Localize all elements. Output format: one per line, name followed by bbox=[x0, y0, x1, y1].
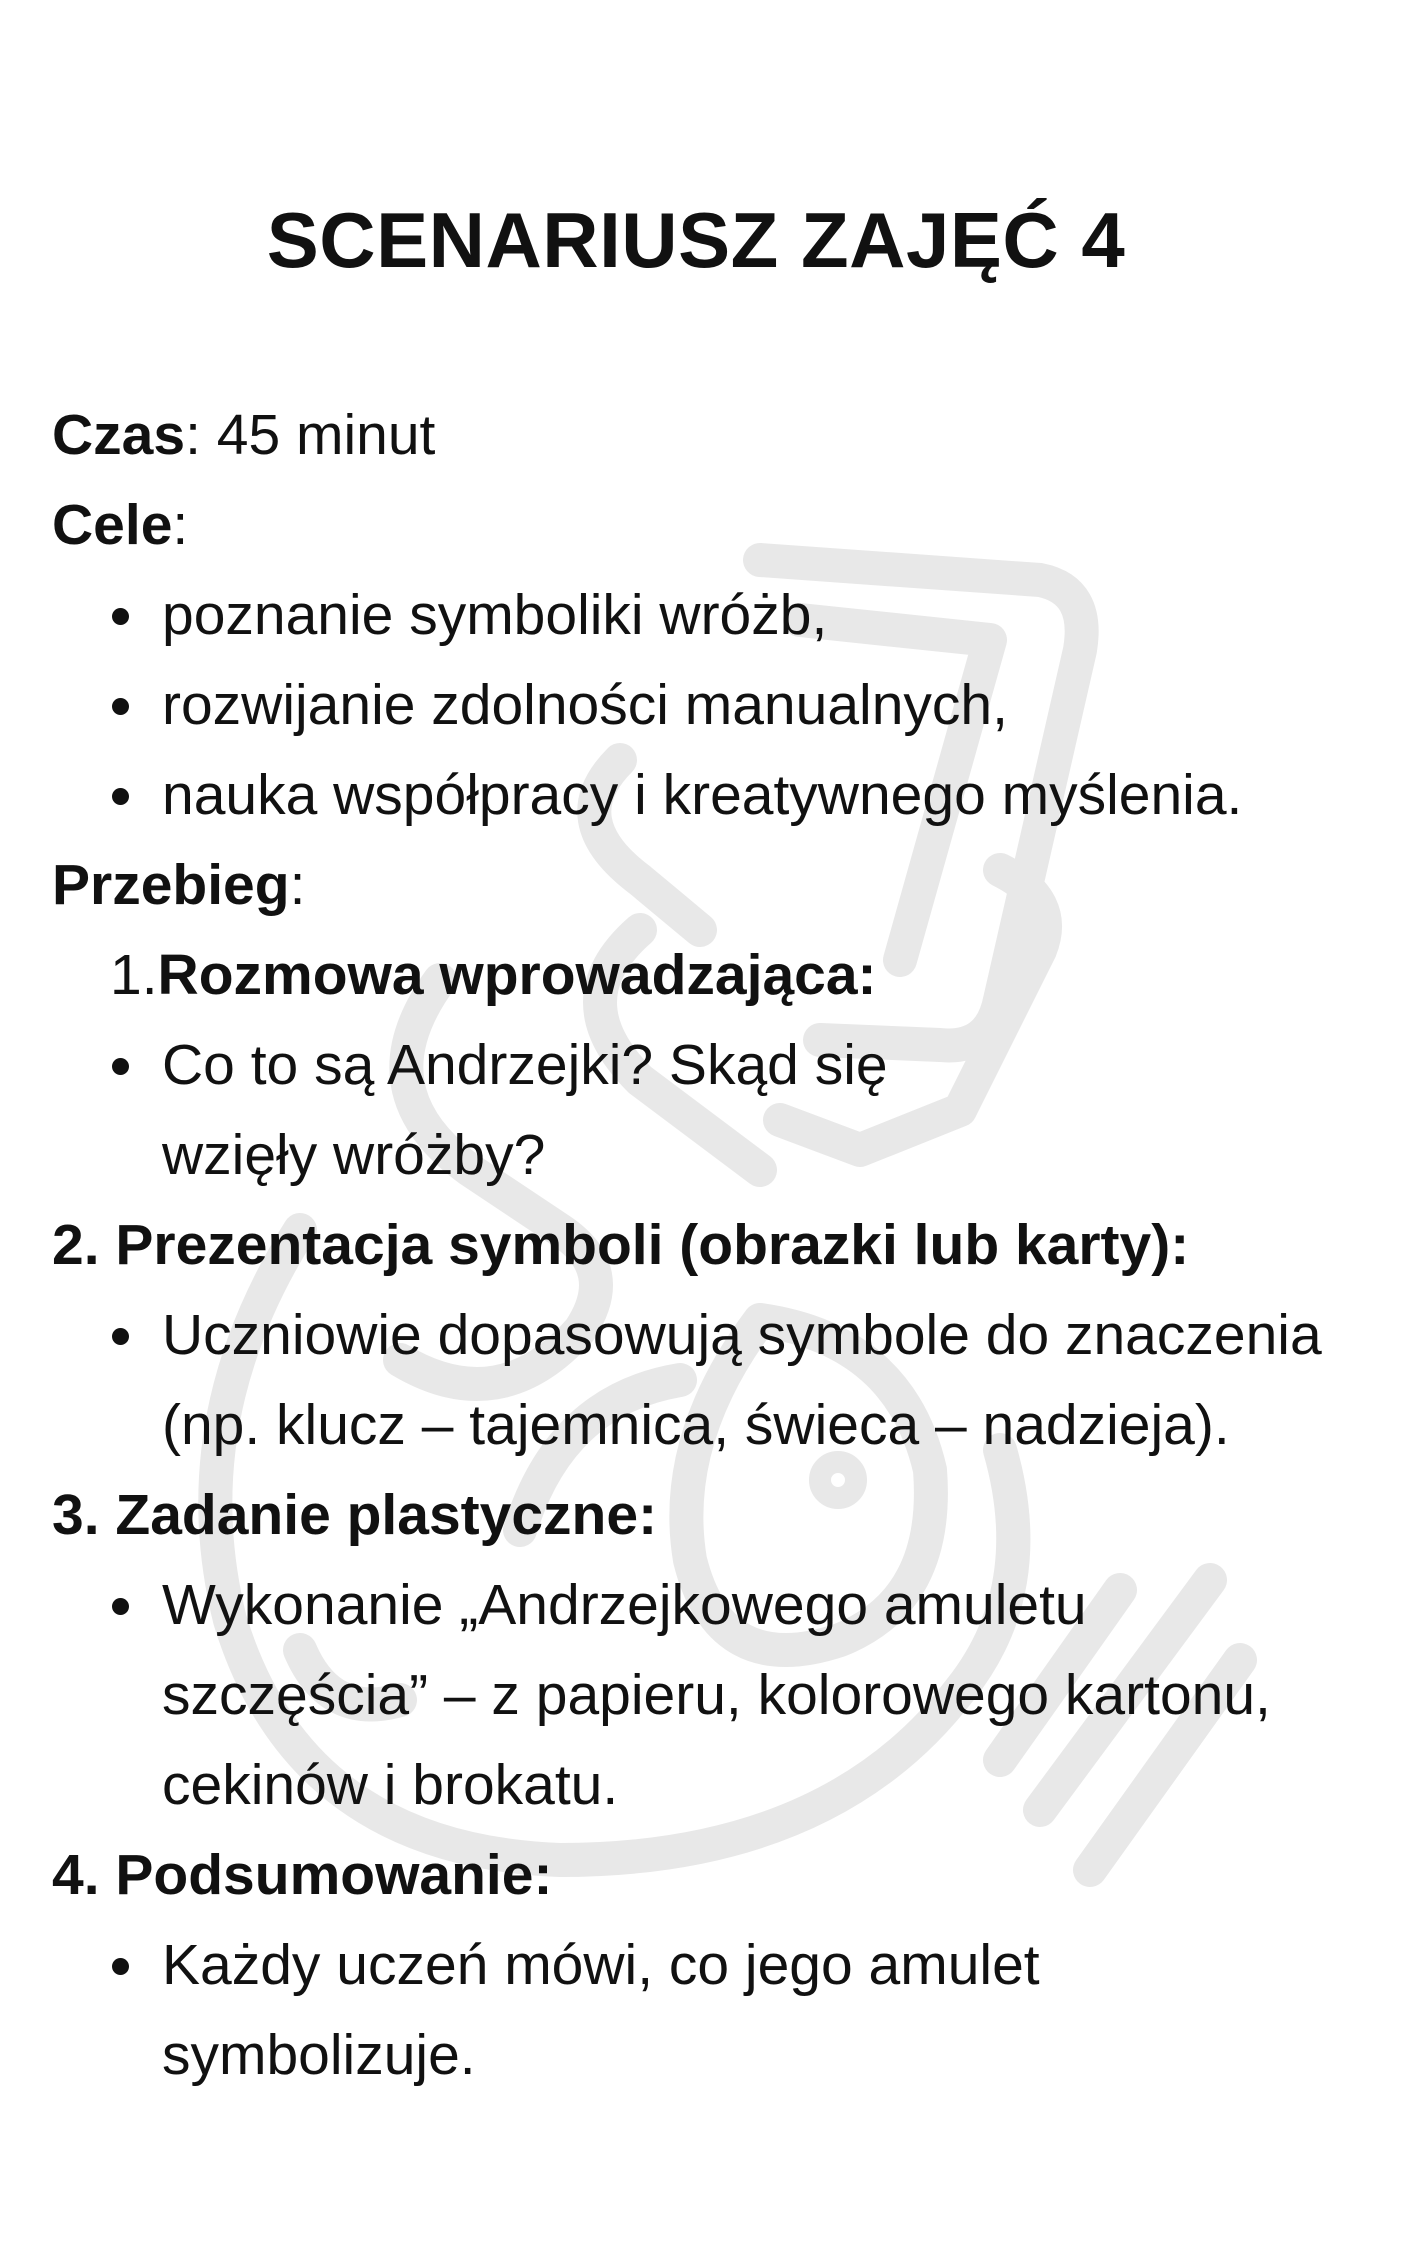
goal-item bbox=[52, 570, 1372, 660]
duration-line bbox=[52, 390, 1372, 480]
step-number: 4. bbox=[52, 1843, 100, 1907]
procedure-label: Przebieg bbox=[52, 853, 290, 917]
duration-label: Czas bbox=[52, 403, 186, 467]
procedure-separator: : bbox=[289, 853, 306, 917]
duration-separator: : bbox=[185, 403, 201, 467]
goals-separator: : bbox=[172, 493, 189, 557]
step-title: Prezentacja symboli (obrazki lub karty): bbox=[115, 1213, 1190, 1277]
step-title: Podsumowanie: bbox=[115, 1843, 553, 1907]
lesson-content bbox=[52, 390, 1372, 2100]
step-bullet bbox=[52, 1560, 1372, 1830]
page-title: SCENARIUSZ ZAJĘĆ 4 bbox=[266, 196, 1126, 284]
step-bullet bbox=[52, 1290, 1372, 1470]
step-bullet-text: Wykonanie „Andrzejkowego amuletu szczęścia” – z papieru, kolorowego kartonu, cekinów i brokatu. bbox=[162, 1573, 1271, 1817]
bullet-icon bbox=[112, 1598, 129, 1615]
goals-label: Cele bbox=[52, 493, 173, 557]
step-heading bbox=[52, 1830, 1372, 1920]
step-bullet-text: Każdy uczeń mówi, co jego amulet symbolizuje. bbox=[162, 1933, 1040, 2087]
step-heading bbox=[52, 1470, 1372, 1560]
step-bullet-text: Uczniowie dopasowują symbole do znaczenia (np. klucz – tajemnica, świeca – nadzieja). bbox=[162, 1303, 1322, 1457]
step-bullet bbox=[52, 1020, 1372, 1200]
goal-item bbox=[52, 660, 1372, 750]
step-title: Zadanie plastyczne: bbox=[115, 1483, 658, 1547]
step-number: 3. bbox=[52, 1483, 100, 1547]
procedure-heading bbox=[52, 840, 1372, 930]
bullet-icon bbox=[112, 788, 129, 805]
step-title: Rozmowa wprowadzająca: bbox=[157, 943, 877, 1007]
goal-text: rozwijanie zdolności manualnych, bbox=[162, 673, 1008, 737]
step-heading bbox=[52, 1200, 1372, 1290]
bullet-icon bbox=[112, 1958, 129, 1975]
step-heading bbox=[52, 930, 1372, 1020]
step-number: 1. bbox=[110, 943, 158, 1007]
goal-text: nauka współpracy i kreatywnego myślenia. bbox=[162, 763, 1243, 827]
bullet-icon bbox=[112, 1058, 129, 1075]
bullet-icon bbox=[112, 698, 129, 715]
step-number: 2. bbox=[52, 1213, 100, 1277]
goals-heading bbox=[52, 480, 1372, 570]
duration-value: 45 minut bbox=[200, 403, 436, 467]
goal-text: poznanie symboliki wróżb, bbox=[162, 583, 828, 647]
bullet-icon bbox=[112, 1328, 129, 1345]
step-bullet-text: Co to są Andrzejki? Skąd się wzięły wróżby? bbox=[162, 1033, 888, 1187]
goal-item bbox=[52, 750, 1372, 840]
step-bullet bbox=[52, 1920, 1372, 2100]
bullet-icon bbox=[112, 608, 129, 625]
